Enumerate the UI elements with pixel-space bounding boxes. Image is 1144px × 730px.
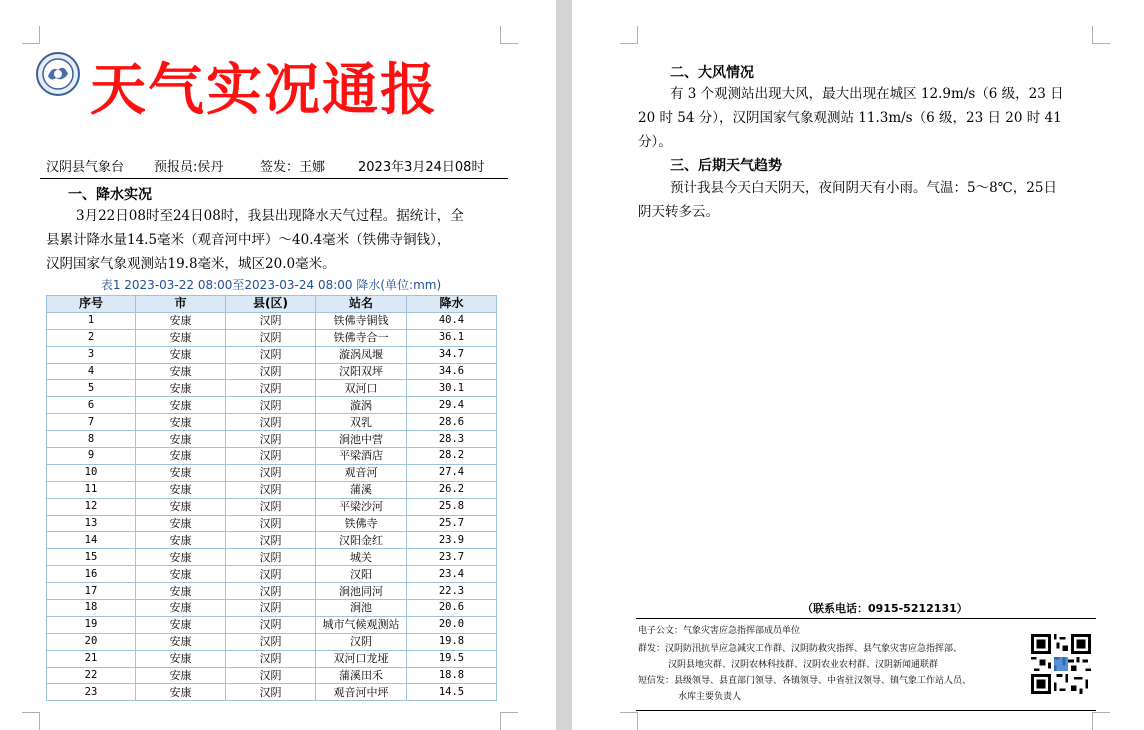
cell-county: 汉阴 (226, 312, 316, 329)
issuer: 汉阴县气象台 (46, 160, 125, 175)
cell-rainfall: 19.8 (407, 633, 497, 650)
table-row (47, 380, 497, 397)
cell-index: 14 (47, 532, 136, 549)
cell-rainfall: 19.5 (407, 650, 497, 667)
cell-rainfall: 23.4 (407, 566, 497, 583)
signer: 签发：王娜 (260, 160, 326, 175)
header-divider (40, 178, 508, 179)
footer-sms-line-2: 水库主要负责人 (678, 692, 742, 702)
cell-county: 汉阴 (226, 549, 316, 566)
col-header-city: 市 (136, 296, 226, 313)
qr-code-icon (1031, 634, 1091, 694)
cell-rainfall: 36.1 (407, 329, 497, 346)
cell-rainfall: 25.8 (407, 498, 497, 515)
table-caption: 表1 2023-03-22 08:00至2023-03-24 08:00 降水(单位:mm) (100, 278, 442, 292)
cell-city: 安康 (136, 616, 226, 633)
cell-station: 汉阳 (316, 566, 407, 583)
table-row (47, 684, 497, 701)
table-row (47, 515, 497, 532)
table-row (47, 329, 497, 346)
cell-station: 铁佛寺合一 (316, 329, 407, 346)
cell-rainfall: 34.7 (407, 346, 497, 363)
cell-station: 蒲溪 (316, 481, 407, 498)
cell-city: 安康 (136, 431, 226, 448)
cell-station: 漩涡 (316, 397, 407, 414)
cell-station: 涧池中营 (316, 431, 407, 448)
meteorological-logo-icon (36, 52, 80, 96)
cell-city: 安康 (136, 312, 226, 329)
cell-index: 11 (47, 481, 136, 498)
precipitation-line-1: 3月22日08时至24日08时，我县出现降水天气过程。据统计，全 (76, 208, 464, 224)
cell-index: 18 (47, 600, 136, 617)
cell-station: 铁佛寺铜钱 (316, 312, 407, 329)
cell-station: 观音河中坪 (316, 684, 407, 701)
cell-county: 汉阴 (226, 464, 316, 481)
page-corner-mark (620, 712, 638, 730)
wind-line-1: 有 3 个观测站出现大风，最大出现在城区 12.9m/s（6 级，23 日 (670, 86, 1064, 102)
page-corner-mark (22, 26, 40, 44)
cell-city: 安康 (136, 464, 226, 481)
footer-group-line-1: 群发：汉阴防汛抗旱应急减灾工作群、汉阴防救灾指挥、县气象灾害应急指挥部、 (638, 644, 963, 654)
cell-station: 城关 (316, 549, 407, 566)
wind-line-2: 20 时 54 分），汉阴国家气象观测站 11.3m/s（6 级，23 日 20 时 41 (638, 110, 1062, 126)
cell-county: 汉阴 (226, 566, 316, 583)
cell-county: 汉阴 (226, 481, 316, 498)
cell-county: 汉阴 (226, 600, 316, 617)
cell-county: 汉阴 (226, 380, 316, 397)
col-header-station: 站名 (316, 296, 407, 313)
cell-station: 平梁沙河 (316, 498, 407, 515)
cell-station: 城市气候观测站 (316, 616, 407, 633)
cell-rainfall: 23.9 (407, 532, 497, 549)
table-row (47, 346, 497, 363)
cell-station: 蒲溪田禾 (316, 667, 407, 684)
table-row (47, 600, 497, 617)
cell-rainfall: 26.2 (407, 481, 497, 498)
cell-station: 涧池 (316, 600, 407, 617)
cell-station: 涧池同河 (316, 583, 407, 600)
table-row (47, 397, 497, 414)
cell-county: 汉阴 (226, 414, 316, 431)
footer-sms-line-1: 短信发：县级领导、县直部门领导、各镇领导、中省驻汉领导、镇气象工作站人员、 (638, 676, 972, 686)
section-heading-outlook: 三、后期天气趋势 (670, 158, 782, 174)
cell-index: 5 (47, 380, 136, 397)
cell-county: 汉阴 (226, 667, 316, 684)
cell-index: 23 (47, 684, 136, 701)
cell-city: 安康 (136, 667, 226, 684)
document-meta (46, 156, 506, 174)
precipitation-line-3: 汉阴国家气象观测站19.8毫米，城区20.0毫米。 (46, 256, 336, 272)
cell-city: 安康 (136, 532, 226, 549)
wind-line-3: 分）。 (638, 134, 672, 150)
col-header-index: 序号 (47, 296, 136, 313)
precipitation-table (46, 295, 497, 701)
cell-county: 汉阴 (226, 431, 316, 448)
cell-county: 汉阴 (226, 684, 316, 701)
cell-county: 汉阴 (226, 397, 316, 414)
table-header-row (47, 296, 497, 313)
cell-station: 双河口龙垭 (316, 650, 407, 667)
table-row (47, 650, 497, 667)
cell-index: 12 (47, 498, 136, 515)
contact-phone: （联系电话：0915-5212131） (802, 602, 968, 615)
page-corner-mark (1092, 26, 1110, 44)
cell-city: 安康 (136, 600, 226, 617)
table-row (47, 431, 497, 448)
cell-station: 汉阳双坪 (316, 363, 407, 380)
cell-county: 汉阴 (226, 329, 316, 346)
page-corner-mark (1092, 712, 1110, 730)
cell-rainfall: 20.0 (407, 616, 497, 633)
cell-station: 铁佛寺 (316, 515, 407, 532)
cell-rainfall: 23.7 (407, 549, 497, 566)
cell-index: 13 (47, 515, 136, 532)
cell-rainfall: 29.4 (407, 397, 497, 414)
cell-city: 安康 (136, 481, 226, 498)
cell-city: 安康 (136, 380, 226, 397)
cell-rainfall: 25.7 (407, 515, 497, 532)
cell-index: 8 (47, 431, 136, 448)
outlook-line-2: 阴天转多云。 (638, 204, 719, 220)
cell-county: 汉阴 (226, 583, 316, 600)
table-row (47, 633, 497, 650)
cell-index: 22 (47, 667, 136, 684)
cell-rainfall: 34.6 (407, 363, 497, 380)
cell-county: 汉阴 (226, 532, 316, 549)
cell-county: 汉阴 (226, 515, 316, 532)
cell-county: 汉阴 (226, 346, 316, 363)
cell-rainfall: 28.6 (407, 414, 497, 431)
page-corner-mark (620, 26, 638, 44)
cell-rainfall: 27.4 (407, 464, 497, 481)
cell-station: 双乳 (316, 414, 407, 431)
cell-index: 9 (47, 448, 136, 465)
table-row (47, 481, 497, 498)
forecaster: 预报员:侯丹 (154, 160, 224, 175)
cell-station: 汉阳金红 (316, 532, 407, 549)
footer-group-line-2: 汉阴县地灾群、汉阴农林科技群、汉阴农业农村群、汉阴新闻通联群 (668, 660, 939, 670)
cell-rainfall: 28.2 (407, 448, 497, 465)
cell-city: 安康 (136, 329, 226, 346)
cell-city: 安康 (136, 566, 226, 583)
footer-divider-top (636, 618, 1096, 619)
cell-county: 汉阴 (226, 633, 316, 650)
cell-city: 安康 (136, 498, 226, 515)
cell-station: 双河口 (316, 380, 407, 397)
cell-station: 漩涡凤堰 (316, 346, 407, 363)
page-one (0, 0, 556, 730)
cell-city: 安康 (136, 549, 226, 566)
cell-index: 4 (47, 363, 136, 380)
section-heading-precipitation: 一、降水实况 (68, 187, 152, 203)
table-row (47, 667, 497, 684)
cell-city: 安康 (136, 414, 226, 431)
table-row (47, 549, 497, 566)
cell-city: 安康 (136, 684, 226, 701)
cell-index: 19 (47, 616, 136, 633)
cell-city: 安康 (136, 583, 226, 600)
footer-e-doc: 电子公文：气象灾害应急指挥部成员单位 (638, 626, 801, 636)
page-corner-mark (500, 712, 518, 730)
table-row (47, 498, 497, 515)
cell-county: 汉阴 (226, 650, 316, 667)
cell-station: 平梁酒店 (316, 448, 407, 465)
cell-station: 汉阴 (316, 633, 407, 650)
page-corner-mark (22, 712, 40, 730)
cell-rainfall: 20.6 (407, 600, 497, 617)
table-row (47, 414, 497, 431)
cell-county: 汉阴 (226, 448, 316, 465)
cell-index: 20 (47, 633, 136, 650)
cell-city: 安康 (136, 397, 226, 414)
cell-rainfall: 22.3 (407, 583, 497, 600)
cell-rainfall: 40.4 (407, 312, 497, 329)
cell-city: 安康 (136, 515, 226, 532)
cell-index: 16 (47, 566, 136, 583)
table-row (47, 363, 497, 380)
cell-city: 安康 (136, 363, 226, 380)
cell-index: 2 (47, 329, 136, 346)
cell-rainfall: 30.1 (407, 380, 497, 397)
table-row (47, 464, 497, 481)
cell-rainfall: 28.3 (407, 431, 497, 448)
footer-divider-bottom (636, 710, 1096, 711)
issue-datetime: 2023年3月24日08时 (358, 160, 485, 175)
document-title: 天气实况通报 (90, 58, 438, 123)
cell-county: 汉阴 (226, 363, 316, 380)
cell-county: 汉阴 (226, 498, 316, 515)
table-row (47, 583, 497, 600)
cell-city: 安康 (136, 346, 226, 363)
outlook-line-1: 预计我县今天白天阴天，夜间阴天有小雨。气温：5～8℃，25日 (670, 180, 1057, 196)
cell-rainfall: 14.5 (407, 684, 497, 701)
cell-county: 汉阴 (226, 616, 316, 633)
cell-index: 3 (47, 346, 136, 363)
col-header-rainfall: 降水 (407, 296, 497, 313)
table-row (47, 616, 497, 633)
cell-city: 安康 (136, 448, 226, 465)
cell-index: 17 (47, 583, 136, 600)
cell-index: 1 (47, 312, 136, 329)
col-header-county: 县(区) (226, 296, 316, 313)
precipitation-line-2: 县累计降水量14.5毫米（观音河中坪）～40.4毫米（铁佛寺铜钱）， (46, 232, 451, 248)
cell-index: 10 (47, 464, 136, 481)
cell-index: 15 (47, 549, 136, 566)
cell-index: 21 (47, 650, 136, 667)
section-heading-wind: 二、大风情况 (670, 65, 754, 81)
table-row (47, 448, 497, 465)
table-row (47, 532, 497, 549)
table-row (47, 566, 497, 583)
cell-rainfall: 18.8 (407, 667, 497, 684)
cell-city: 安康 (136, 633, 226, 650)
cell-station: 观音河 (316, 464, 407, 481)
cell-city: 安康 (136, 650, 226, 667)
cell-index: 7 (47, 414, 136, 431)
page-corner-mark (500, 26, 518, 44)
cell-index: 6 (47, 397, 136, 414)
table-row (47, 312, 497, 329)
